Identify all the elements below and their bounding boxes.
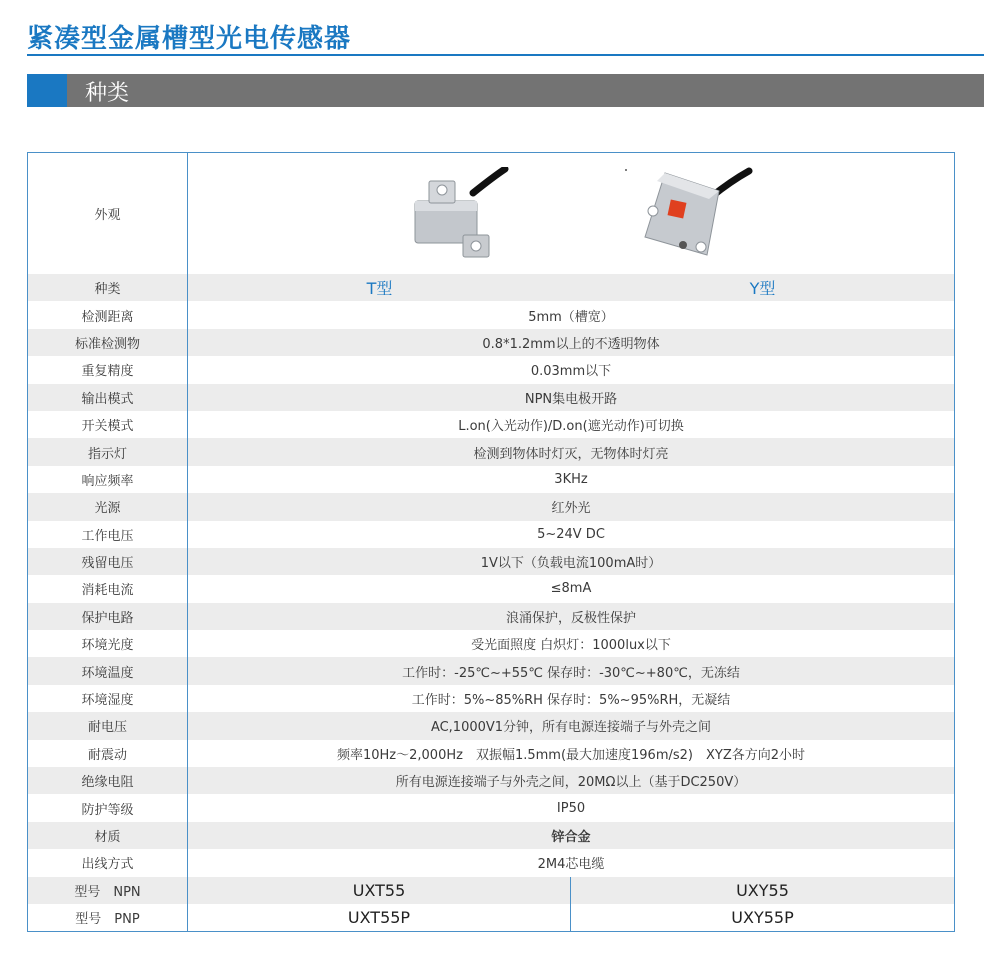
row-label: 耐电压: [28, 712, 188, 739]
spec-row: [28, 438, 954, 465]
section-title: 种类: [85, 81, 130, 106]
spec-row: [28, 685, 954, 712]
spec-row: [28, 521, 954, 548]
row-value: 检测到物体时灯灭，无物体时灯亮: [473, 446, 669, 462]
row-label: 种类: [28, 274, 188, 301]
row-value: 5~24V DC: [537, 526, 605, 542]
row-label: 环境光度: [28, 630, 188, 657]
spec-row: [28, 849, 954, 876]
row-label: 环境温度: [28, 657, 188, 684]
model-t-pnp: UXT55P: [188, 904, 571, 931]
row-label: 材质: [28, 822, 188, 849]
y-type-sensor-image: [623, 167, 753, 263]
model-y-pnp: UXY55P: [731, 908, 794, 928]
spec-row: [28, 603, 954, 630]
type-y: Y型: [749, 279, 776, 299]
row-label: 环境湿度: [28, 685, 188, 712]
section-header: [27, 74, 984, 107]
spec-row: [28, 712, 954, 739]
row-label: 工作电压: [28, 521, 188, 548]
row-label: 残留电压: [28, 548, 188, 575]
model-row-pnp: [28, 904, 954, 931]
page-title: 紧凑型金属槽型光电传感器: [27, 24, 352, 54]
row-value: 所有电源连接端子与外壳之间，20MΩ以上（基于DC250V）: [395, 775, 747, 791]
t-type-sensor-image: [403, 167, 513, 259]
row-value: 红外光: [551, 501, 591, 517]
row-value: 0.8*1.2mm以上的不透明物体: [482, 336, 660, 352]
row-value: 工作时：-25℃~+55℃ 保存时：-30℃~+80℃，无冻结: [402, 665, 740, 681]
spec-row: [28, 493, 954, 520]
row-label: 绝缘电阻: [28, 767, 188, 794]
spec-row: [28, 384, 954, 411]
model-row-npn: [28, 877, 954, 904]
type-row: [28, 274, 954, 301]
spec-row: [28, 767, 954, 794]
spec-row: [28, 740, 954, 767]
section-accent: [27, 74, 67, 107]
row-label: 耐震动: [28, 740, 188, 767]
row-label: 出线方式: [28, 849, 188, 876]
row-value: 5mm（槽宽）: [528, 309, 614, 325]
type-t: T型: [366, 279, 393, 299]
row-label: 输出模式: [28, 384, 188, 411]
row-label: 外观: [28, 153, 188, 274]
row-value: 2M4芯电缆: [537, 857, 605, 873]
spec-row: [28, 575, 954, 602]
row-value: 1V以下（负载电流100mA时）: [480, 556, 662, 572]
row-label: 防护等级: [28, 794, 188, 821]
row-label: 消耗电流: [28, 575, 188, 602]
row-label: 重复精度: [28, 356, 188, 383]
row-label: 响应频率: [28, 466, 188, 493]
row-value: 3KHz: [554, 471, 588, 487]
row-value: 浪涌保护，反极性保护: [505, 610, 636, 626]
row-value: L.on(入光动作)/D.on(遮光动作)可切换: [458, 419, 684, 435]
row-value: 0.03mm以下: [530, 364, 612, 380]
row-value: ≤8mA: [550, 581, 592, 597]
spec-row: [28, 630, 954, 657]
row-value: NPN集电极开路: [524, 391, 618, 407]
row-value: AC,1000V1分钟，所有电源连接端子与外壳之间: [430, 720, 712, 736]
spec-row: [28, 411, 954, 438]
row-value: 工作时：5%~85%RH 保存时：5%~95%RH，无凝结: [411, 693, 731, 709]
row-label: 型号 PNP: [28, 904, 188, 931]
row-label: 型号 NPN: [28, 877, 188, 904]
spec-row: [28, 794, 954, 821]
spec-row: [28, 356, 954, 383]
spec-row: [28, 329, 954, 356]
row-label: 开关模式: [28, 411, 188, 438]
row-value: 频率10Hz～2,000Hz 双振幅1.5mm(最大加速度196m/s2) XYZ各方向2小时: [336, 747, 806, 763]
type-values: [188, 274, 954, 301]
title-underline: [27, 54, 984, 56]
row-label: 检测距离: [28, 301, 188, 328]
spec-row: [28, 466, 954, 493]
row-label: 指示灯: [28, 438, 188, 465]
row-label: 光源: [28, 493, 188, 520]
model-t-npn: UXT55: [188, 877, 571, 904]
row-value: 锌合金: [551, 830, 591, 845]
row-value: 受光面照度 白炽灯：1000lux以下: [471, 638, 671, 654]
spec-row: [28, 548, 954, 575]
appearance-cell: [188, 153, 954, 274]
spec-row: [28, 657, 954, 684]
spec-row: [28, 822, 954, 849]
spec-table: [27, 152, 955, 932]
model-y-npn: UXY55: [736, 880, 789, 900]
row-label: 保护电路: [28, 603, 188, 630]
spec-row: [28, 301, 954, 328]
appearance-row: [28, 153, 954, 274]
row-value: IP50: [556, 800, 586, 816]
row-label: 标准检测物: [28, 329, 188, 356]
